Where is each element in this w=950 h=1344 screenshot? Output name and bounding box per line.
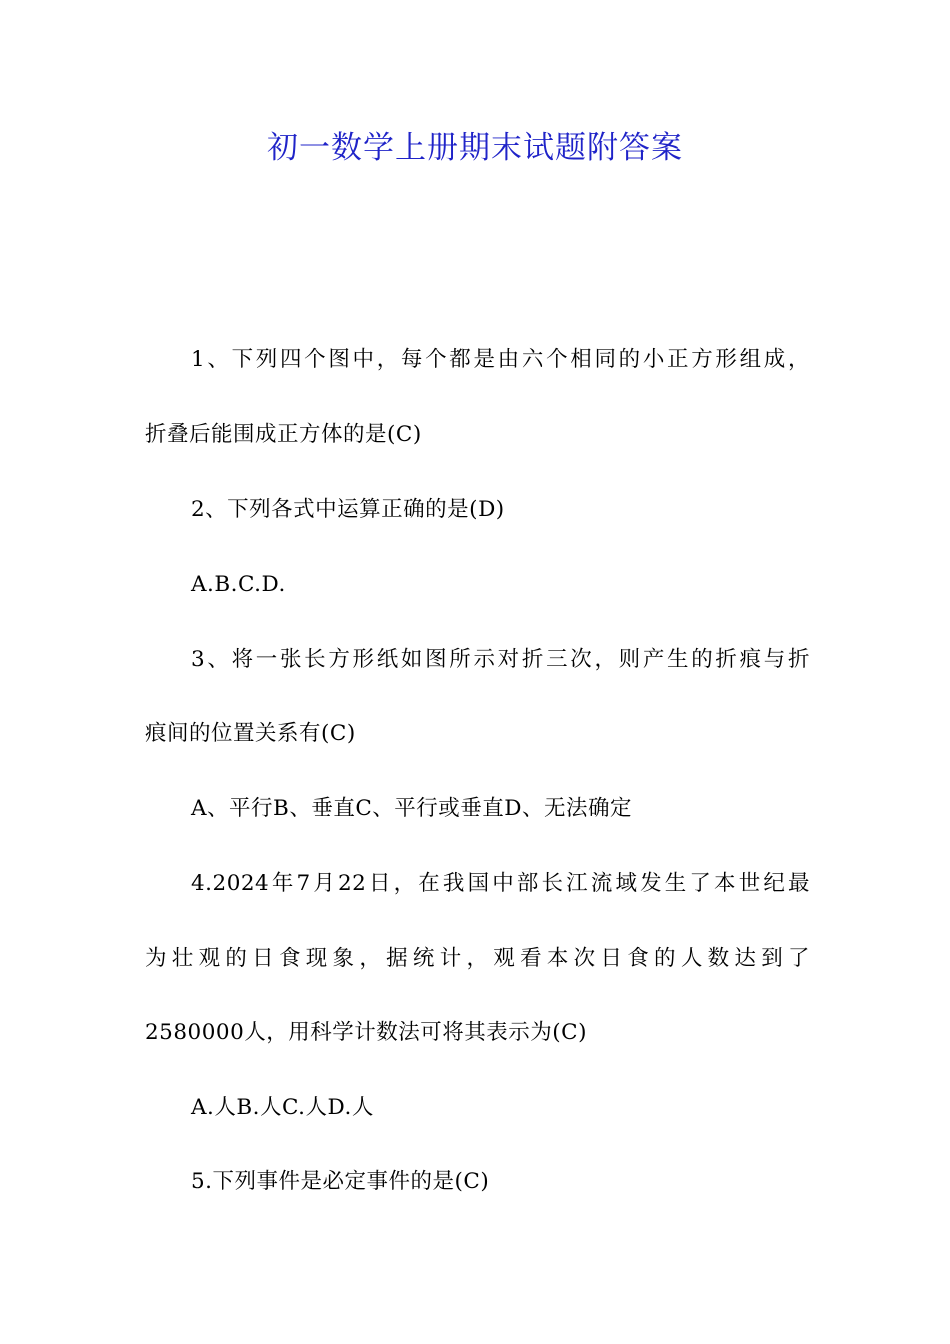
question-4-line-2: 为壮观的日食现象，据统计，观看本次日食的人数达到了 xyxy=(145,946,810,971)
question-1-line-1: 1、下列四个图中，每个都是由六个相同的小正方形组成， xyxy=(191,347,810,372)
question-3-line-2: 痕间的位置关系有(C) xyxy=(145,721,356,746)
question-4-line-3: 2580000人，用科学计数法可将其表示为(C) xyxy=(145,1020,587,1045)
question-3-line-1: 3、将一张长方形纸如图所示对折三次，则产生的折痕与折 xyxy=(191,647,810,672)
question-3-options: A、平行B、垂直C、平行或垂直D、无法确定 xyxy=(191,796,633,821)
question-2-line-1: 2、下列各式中运算正确的是(D) xyxy=(191,497,505,522)
document-title: 初一数学上册期末试题附答案 xyxy=(267,130,683,166)
question-2-options: A.B.C.D. xyxy=(191,572,286,597)
question-1-line-2: 折叠后能围成正方体的是(C) xyxy=(145,422,422,447)
question-5-line-1: 5.下列事件是必定事件的是(C) xyxy=(191,1169,490,1194)
question-4-options: A.人B.人C.人D.人 xyxy=(191,1095,374,1120)
question-4-line-1: 4.2024年7月22日，在我国中部长江流域发生了本世纪最 xyxy=(191,871,810,896)
